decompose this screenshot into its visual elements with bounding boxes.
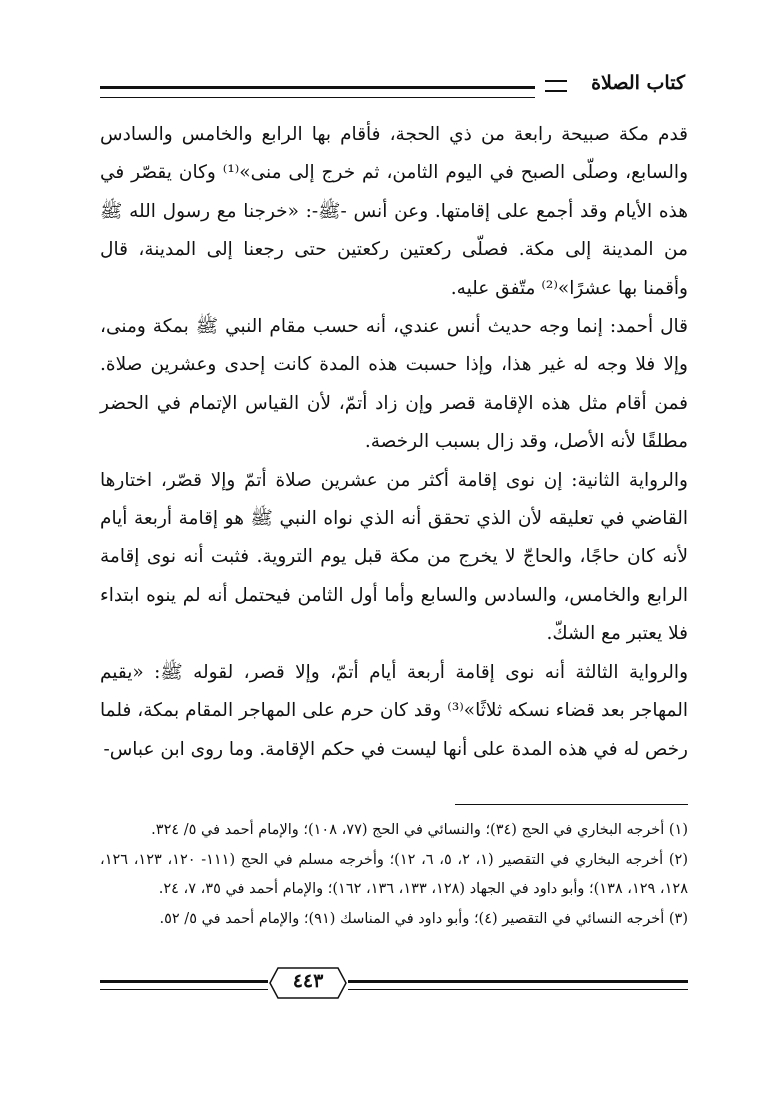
footnote-3: (٣) أخرجه النسائي في التقصير (٤)؛ وأبو داود في المناسك (٩١)؛ والإمام أحمد في ٥/ ٥٢. — [159, 910, 688, 927]
page-footer — [100, 960, 688, 1010]
footnote-2: (٢) أخرجه البخاري في التقصير (١، ٢، ٥، ٦، ١٢)؛ وأخرجه مسلم في الحج (١١١- ١٢٠، ١٢٣، ١٢٦، ١٢٨، ١٢٩، ١٣٨)؛ وأبو داود في الجهاد (١٢٨، ١٣٣، ١٣٦، ١٦٢)؛ والإمام أحمد في ٣٥، ٧، ٢٤. — [100, 851, 688, 897]
running-title: كتاب الصلاة — [591, 72, 685, 94]
page-number: ٤٤٣ — [292, 970, 324, 992]
paragraph-4: والرواية الثالثة أنه نوى إقامة أربعة أيام أتمّ، وإلا قصر، لقوله ﷺ: «يقيم المهاجر بعد قضاء نسكه ثلاثًا»⁽³⁾ وقد كان حرم على المهاجر المقام بمكة، فلما رخص له في هذه المدة على أنها ليست في حكم الإقامة. وما روى ابن عباس- — [100, 661, 688, 760]
paragraph-3: والرواية الثانية: إن نوى إقامة أكثر من عشرين صلاة أتمّ وإلا قصّر، اختارها القاضي في تعليقه لأن الذي تحقق أنه الذي نواه النبي ﷺ هو إقامة أربعة أيام لأنه كان حاجًا، والحاجّ لا يخرج من مكة قبل يوم التروية. فثبت أنه نوى إقامة الرابع والخامس، والسادس والسابع وأما أول الثامن فيحتمل أنه لم ينوه ابتداء فلا يعتبر مع الشكّ. — [100, 469, 688, 645]
paragraph-2: قال أحمد: إنما وجه حديث أنس عندي، أنه حسب مقام النبي ﷺ بمكة ومنى، وإلا فلا وجه له غير هذا، وإذا حسبت هذه المدة كانت إحدى وعشرين صلاة. فمن أقام مثل هذه الإقامة قصر وإن زاد أتمّ، لأن القياس الإتمام في الحضر مطلقًا لأنه الأصل، وقد زال بسبب الرخصة. — [100, 316, 688, 453]
main-text — [100, 116, 688, 769]
header-rule — [100, 86, 535, 98]
page-header — [100, 72, 685, 102]
paragraph-1: قدم مكة صبيحة رابعة من ذي الحجة، فأقام بها الرابع والخامس والسادس والسابع، وصلّى الصبح في اليوم الثامن، ثم خرج إلى منى»⁽¹⁾ وكان يقصّر في هذه الأيام وقد أجمع على إقامتها. وعن أنس -ﷺ-: «خرجنا مع رسول الله ﷺ من المدينة إلى مكة. فصلّى ركعتين ركعتين حتى رجعنا إلى المدينة، قال وأقمنا بها عشرًا»⁽²⁾ متّفق عليه. — [100, 124, 689, 299]
footer-rule-left — [100, 980, 268, 990]
header-ornament — [545, 80, 567, 92]
footnote-1: (١) أخرجه البخاري في الحج (٣٤)؛ والنسائي في الحج (٧٧، ١٠٨)؛ والإمام أحمد في ٥/ ٣٢٤. — [151, 822, 688, 838]
footnote-separator — [455, 804, 688, 805]
footnotes — [100, 816, 688, 934]
footer-rule-right — [348, 980, 688, 990]
